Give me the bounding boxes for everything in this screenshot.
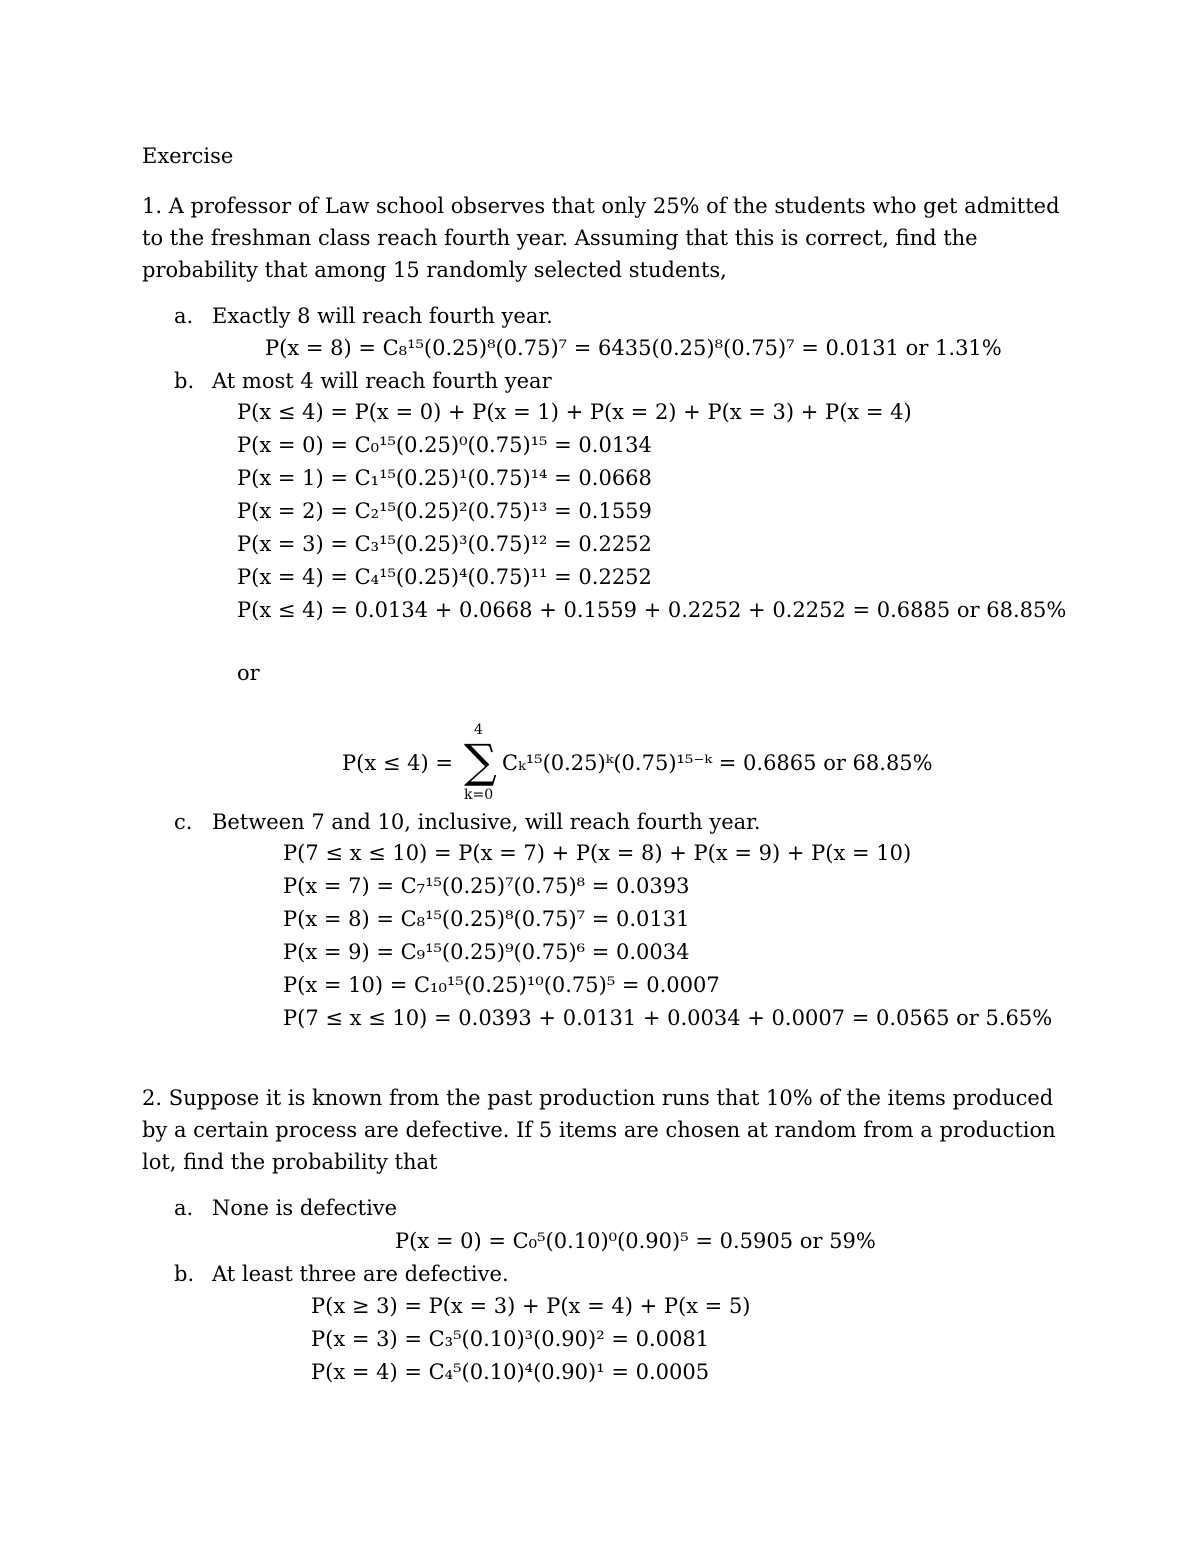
q2b-eq-2: P(x = 4) = C₄⁵(0.10)⁴(0.90)¹ = 0.0005 — [311, 1360, 710, 1384]
q1a-text: Exactly 8 will reach fourth year. — [212, 304, 553, 328]
q2b-eq-0: P(x ≥ 3) = P(x = 3) + P(x = 4) + P(x = 5) — [311, 1294, 751, 1318]
sum-left: P(x ≤ 4) = — [342, 751, 453, 775]
summation-sigma-icon: ∑ — [464, 734, 497, 788]
q2a-equation: P(x = 0) = C₀⁵(0.10)⁰(0.90)⁵ = 0.5905 or 59% — [395, 1229, 876, 1253]
q2b-text: At least three are defective. — [212, 1262, 509, 1286]
question-1-prompt: 1. A professor of Law school observes that only 25% of the students who get admitted to the freshman class reach fourth year. Assuming that this is correct, find the probability that among 15 randomly selected students, — [142, 194, 1060, 282]
sum-right: Cₖ¹⁵(0.25)ᵏ(0.75)¹⁵⁻ᵏ = 0.6865 or 68.85% — [502, 751, 933, 775]
q2a-label: a. — [174, 1196, 194, 1220]
q1a-equation: P(x = 8) = C₈¹⁵(0.25)⁸(0.75)⁷ = 6435(0.25)⁸(0.75)⁷ = 0.0131 or 1.31% — [265, 336, 1002, 360]
q1b-eq-4: P(x = 3) = C₃¹⁵(0.25)³(0.75)¹² = 0.2252 — [237, 532, 652, 556]
q1c-eq-1: P(x = 7) = C₇¹⁵(0.25)⁷(0.75)⁸ = 0.0393 — [283, 874, 690, 898]
q1b-eq-1: P(x = 0) = C₀¹⁵(0.25)⁰(0.75)¹⁵ = 0.0134 — [237, 433, 652, 457]
q1c-eq-4: P(x = 10) = C₁₀¹⁵(0.25)¹⁰(0.75)⁵ = 0.0007 — [283, 973, 720, 997]
sum-upper-limit: 4 — [474, 722, 483, 738]
q1c-eq-0: P(7 ≤ x ≤ 10) = P(x = 7) + P(x = 8) + P(x = 9) + P(x = 10) — [283, 841, 912, 865]
q1c-eq-2: P(x = 8) = C₈¹⁵(0.25)⁸(0.75)⁷ = 0.0131 — [283, 907, 690, 931]
q1a-label: a. — [174, 304, 194, 328]
q1b-label: b. — [174, 369, 195, 393]
question-2-prompt: 2. Suppose it is known from the past production runs that 10% of the items produced by a certain process are defective. If 5 items are chosen at random from a production lot, find the probability that — [142, 1086, 1056, 1174]
q1b-eq-6: P(x ≤ 4) = 0.0134 + 0.0668 + 0.1559 + 0.2252 + 0.2252 = 0.6885 or 68.85% — [237, 598, 1067, 622]
q1b-eq-2: P(x = 1) = C₁¹⁵(0.25)¹(0.75)¹⁴ = 0.0668 — [237, 466, 652, 490]
page-title: Exercise — [142, 144, 234, 168]
q1b-eq-5: P(x = 4) = C₄¹⁵(0.25)⁴(0.75)¹¹ = 0.2252 — [237, 565, 652, 589]
q2b-label: b. — [174, 1262, 195, 1286]
sum-lower-limit: k=0 — [464, 787, 494, 803]
q1b-eq-0: P(x ≤ 4) = P(x = 0) + P(x = 1) + P(x = 2) + P(x = 3) + P(x = 4) — [237, 400, 912, 424]
q1c-eq-5: P(7 ≤ x ≤ 10) = 0.0393 + 0.0131 + 0.0034 + 0.0007 = 0.0565 or 5.65% — [283, 1006, 1053, 1030]
q1b-or: or — [237, 661, 260, 685]
q2a-text: None is defective — [212, 1196, 398, 1220]
q1b-eq-3: P(x = 2) = C₂¹⁵(0.25)²(0.75)¹³ = 0.1559 — [237, 499, 652, 523]
q2b-eq-1: P(x = 3) = C₃⁵(0.10)³(0.90)² = 0.0081 — [311, 1327, 710, 1351]
q1c-eq-3: P(x = 9) = C₉¹⁵(0.25)⁹(0.75)⁶ = 0.0034 — [283, 940, 690, 964]
q1c-label: c. — [174, 810, 193, 834]
q1b-text: At most 4 will reach fourth year — [212, 369, 552, 393]
q1c-text: Between 7 and 10, inclusive, will reach fourth year. — [212, 810, 761, 834]
